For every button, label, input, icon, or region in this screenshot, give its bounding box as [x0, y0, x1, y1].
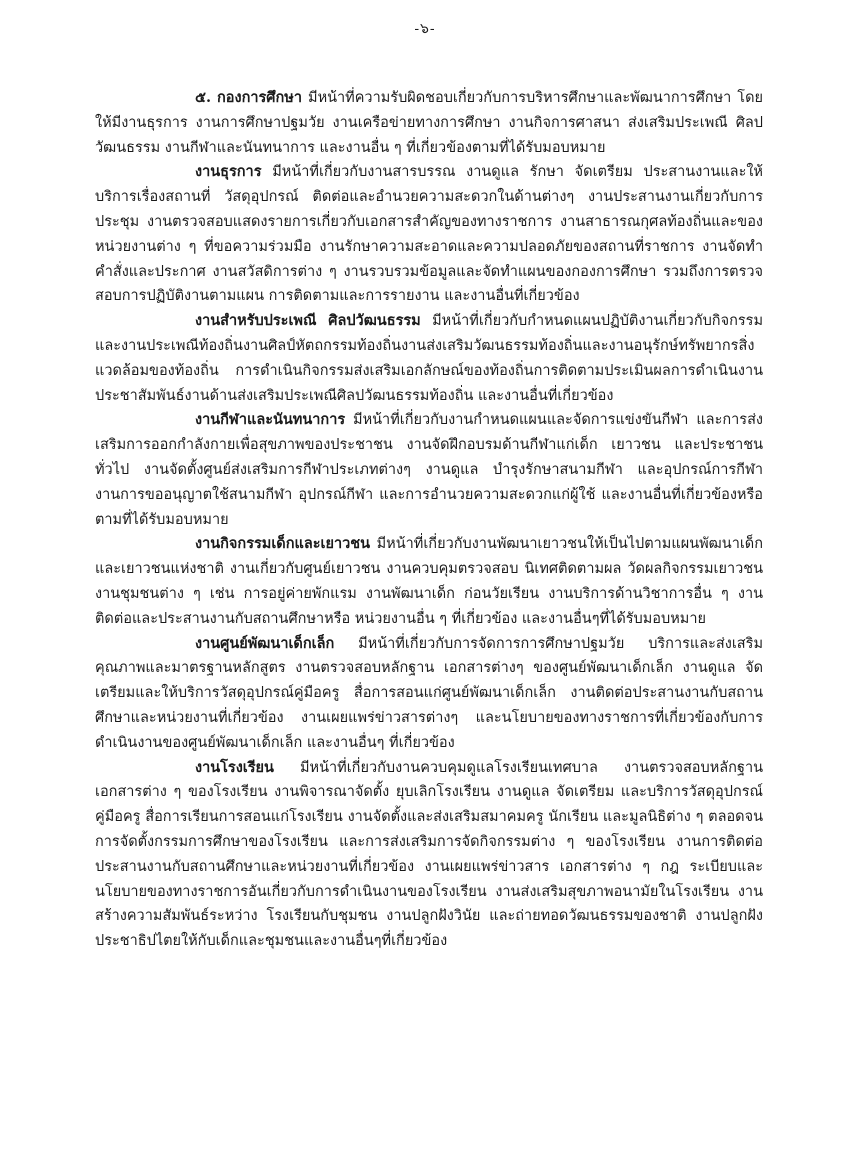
paragraph-child-development-center: [95, 632, 763, 756]
document-body: [95, 86, 763, 954]
paragraph-youth-activities: [95, 532, 763, 631]
paragraph-heading: งานโรงเรียน: [195, 758, 274, 776]
paragraph-body: มีหน้าที่เกี่ยวกับกำหนดแผนปฏิบัติงานเกี่ยวกับกิจกรรมและงานประเพณีท้องถิ่นงานศิลป์หัตถกรรมท้องถิ่นงานส่งเสริมวัฒนธรรมท้องถิ่นและงานอนุรักษ์ทรัพยากรสิ่งแวดล้อมของท้องถิ่น การดำเนินกิจกรรมส่งเสริมเอกลักษณ์ของท้องถิ่นการติดตามประเมินผลการดำเนินงานประชาสัมพันธ์งานด้านส่งเสริมประเพณีศิลปวัฒนธรรมท้องถิ่น และงานอื่นที่เกี่ยวข้อง: [95, 313, 763, 404]
section-number: ๕.: [195, 89, 212, 106]
paragraph-general-affairs: [95, 160, 763, 309]
paragraph-body: มีหน้าที่เกี่ยวกับงานพัฒนาเยาวชนให้เป็นไปตามแผนพัฒนาเด็กและเยาวชนแห่งชาติ งานเกี่ยวกับศูนย์เยาวชน งานควบคุมตรวจสอบ นิเทศติดตามผล วัดผลกิจกรรมเยาวชน งานชุมชนต่าง ๆ เช่น การอยู่ค่ายพักแรม งานพัฒนาเด็ก ก่อนวัยเรียน งานบริการด้านวิชาการอื่น ๆ งานติดต่อและประสานงานกับสถานศึกษาหรือ หน่วยงานอื่น ๆ ที่เกี่ยวข้อง และงานอื่นๆที่ได้รับมอบหมาย: [95, 536, 763, 627]
paragraph-body: มีหน้าที่เกี่ยวกับงานสารบรรณ งานดูแล รักษา จัดเตรียม ประสานงานและให้บริการเรื่องสถานที่ วัสดุอุปกรณ์ ติดต่อและอำนวยความสะดวกในด้านต่างๆ งานประสานงานเกี่ยวกับการประชุม งานตรวจสอบแสดงรายการเกี่ยวกับเอกสารสำคัญของทางราชการ งานสาธารณกุศลท้องถิ่นและของหน่วยงานต่าง ๆ ที่ขอความร่วมมือ งานรักษาความสะอาดและความปลอดภัยของสถานที่ราชการ งานจัดทำคำสั่งและประกาศ งานสวัสดิการต่าง ๆ งานรวบรวมข้อมูลและจัดทำแผนของกองการศึกษา รวมถึงการตรวจสอบการปฏิบัติงานตามแผน การติดตามและการรายงาน และงานอื่นที่เกี่ยวข้อง: [95, 164, 763, 305]
section-paragraph: [95, 86, 763, 160]
paragraph-body: มีหน้าที่เกี่ยวกับงานควบคุมดูแลโรงเรียนเทศบาล งานตรวจสอบหลักฐานเอกสารต่าง ๆ ของโรงเรียน งานพิจารณาจัดตั้ง ยุบเลิกโรงเรียน งานดูแล จัดเตรียม และบริการวัสดุอุปกรณ์ คู่มือครู สื่อการเรียนการสอนแก่โรงเรียน งานจัดตั้งและส่งเสริมสมาคมครู นักเรียน และมูลนิธิต่าง ๆ ตลอดจนการจัดตั้งกรรมการศึกษาของโรงเรียน และการส่งเสริมการจัดกิจกรรมต่าง ๆ ของโรงเรียน งานการติดต่อประสานงานกับสถานศึกษาและหน่วยงานที่เกี่ยวข้อง งานเผยแพร่ข่าวสาร เอกสารต่าง ๆ กฎ ระเบียบและนโยบายของทางราชการอันเกี่ยวกับการดำเนินงานของโรงเรียน งานส่งเสริมสุขภาพอนามัยในโรงเรียน งานสร้างความสัมพันธ์ระหว่าง โรงเรียนกับชุมชน งานปลูกฝังวินัย และถ่ายทอดวัฒนธรรมของชาติ งานปลูกฝังประชาธิปไตยให้กับเด็กและชุมชนและงานอื่นๆที่เกี่ยวข้อง: [95, 759, 763, 950]
paragraph-heading: งานกีฬาและนันทนาการ: [195, 411, 346, 429]
section-body: มีหน้าที่ความรับผิดชอบเกี่ยวกับการบริหารศึกษาและพัฒนาการศึกษา โดยให้มีงานธุรการ งานการศึกษาปฐมวัย งานเครือข่ายทางการศึกษา งานกิจการศาสนา ส่งเสริมประเพณี ศิลปวัฒนธรรม งานกีฬาและนันทนาการ และงานอื่น ๆ ที่เกี่ยวข้องตามที่ได้รับมอบหมาย: [95, 90, 763, 156]
paragraph-heading: งานสำหรับประเพณี ศิลปวัฒนธรรม: [195, 312, 421, 330]
paragraph-heading: งานศูนย์พัฒนาเด็กเล็ก: [195, 634, 335, 652]
paragraph-heading: งานกิจกรรมเด็กและเยาวชน: [195, 535, 370, 553]
page-number: -๖-: [414, 21, 436, 37]
paragraph-schools: [95, 756, 763, 954]
paragraph-tradition-culture: [95, 309, 763, 408]
paragraph-body: มีหน้าที่เกี่ยวกับการจัดการการศึกษาปฐมวัย บริการและส่งเสริมคุณภาพและมาตรฐานหลักสูตร งานตรวจสอบหลักฐาน เอกสารต่างๆ ของศูนย์พัฒนาเด็กเล็ก งานดูแล จัดเตรียมและให้บริการวัสดุอุปกรณ์คู่มือครู สื่อการสอนแก่ศูนย์พัฒนาเด็กเล็ก งานติดต่อประสานงานกับสถานศึกษาและหน่วยงานที่เกี่ยวข้อง งานเผยแพร่ข่าวสารต่างๆ และนโยบายของทางราชการที่เกี่ยวข้องกับการดำเนินงานของศูนย์พัฒนาเด็กเล็ก และงานอื่นๆ ที่เกี่ยวข้อง: [95, 635, 763, 751]
paragraph-body: มีหน้าที่เกี่ยวกับงานกำหนดแผนและจัดการแข่งขันกีฬา และการส่งเสริมการออกกำลังกายเพื่อสุขภาพของประชาชน งานจัดฝึกอบรมด้านกีฬาแก่เด็ก เยาวชน และประชาชนทั่วไป งานจัดตั้งศูนย์ส่งเสริมการกีฬาประเภทต่างๆ งานดูแล บำรุงรักษาสนามกีฬา และอุปกรณ์การกีฬา งานการขออนุญาตใช้สนามกีฬา อุปกรณ์กีฬา และการอำนวยความสะดวกแก่ผู้ใช้ และงานอื่นที่เกี่ยวข้องหรือตามที่ได้รับมอบหมาย: [95, 412, 763, 528]
paragraph-sports-recreation: [95, 408, 763, 532]
paragraph-heading: งานธุรการ: [195, 163, 262, 181]
section-title: กองการศึกษา: [217, 89, 302, 106]
